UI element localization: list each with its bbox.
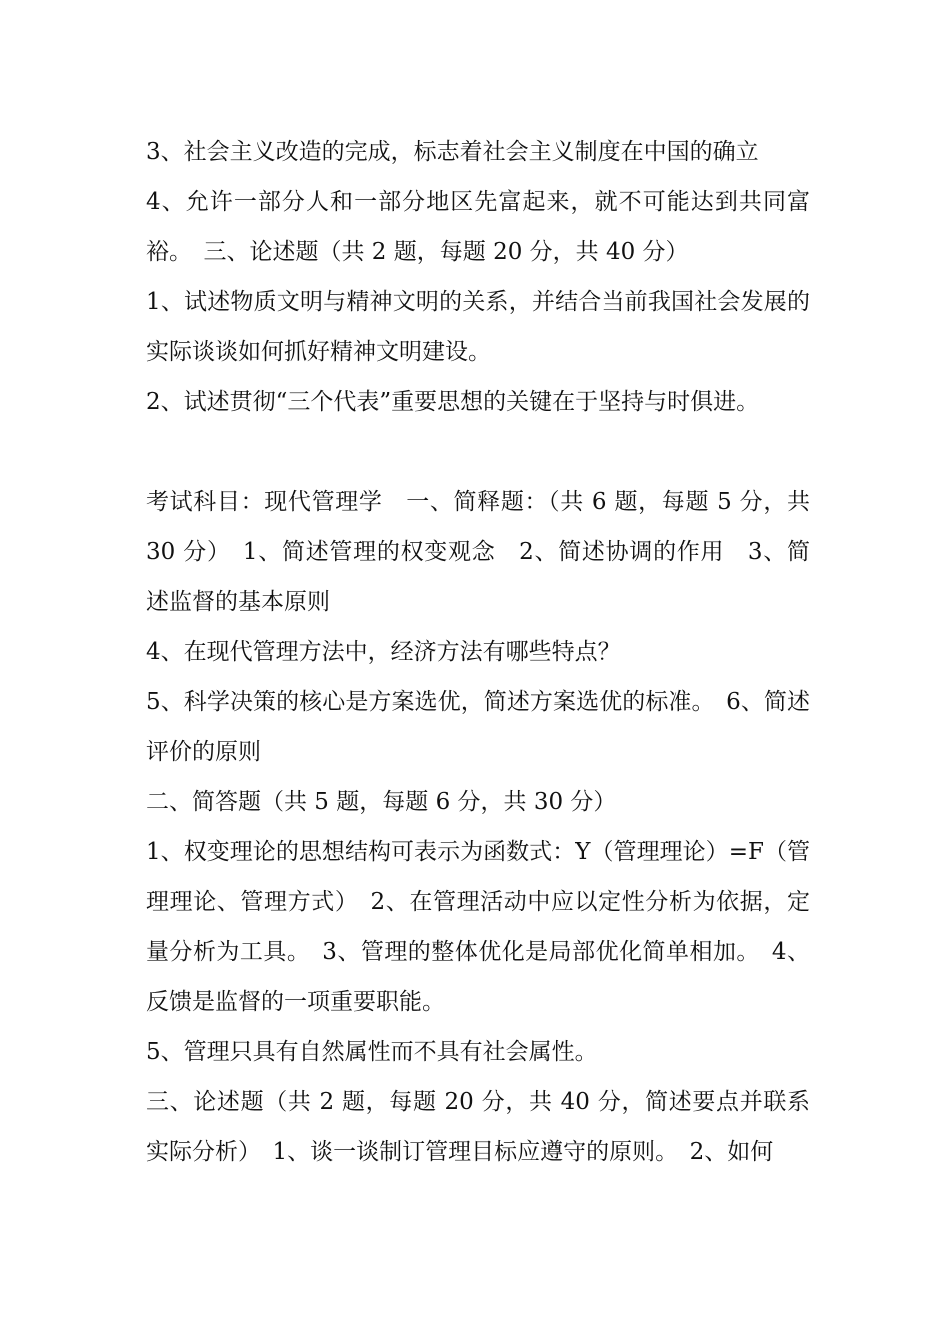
paragraph-essay-question-2: 2、试述贯彻“三个代表”重要思想的关键在于坚持与时俱进。 bbox=[146, 389, 760, 415]
paragraph-question-4: 4、在现代管理方法中，经济方法有哪些特点？ bbox=[146, 639, 621, 665]
paragraph-exam-subject: 考试科目：现代管理学 一、简释题：（共 6 题，每题 5 分，共 30 分） 1、简述管理的权变观念 2、简述协调的作用 3、简述监督的基本原则 bbox=[146, 489, 810, 615]
paragraph-short-answer-5: 5、管理只具有自然属性而不具有社会属性。 bbox=[146, 1039, 598, 1065]
paragraph-short-answer-1-4: 1、权变理论的思想结构可表示为函数式：Y（管理理论）=F（管理理论、管理方式） 2、在管理活动中应以定性分析为依据，定量分析为工具。 3、管理的整体优化是局部优化简单相加。 4、反馈是监督的一项重要职能。 bbox=[146, 839, 810, 1015]
section-spacer bbox=[146, 427, 810, 477]
section-heading-short-answer: 二、简答题（共 5 题，每题 6 分，共 30 分） bbox=[146, 789, 617, 815]
section-heading-essay: 三、论述题（共 2 题，每题 20 分，共 40 分，简述要点并联系实际分析） 1、谈一谈制订管理目标应遵守的原则。 2、如何 bbox=[146, 1089, 810, 1165]
document-body bbox=[146, 127, 810, 1177]
paragraph-question-5-6: 5、科学决策的核心是方案选优，简述方案选优的标准。 6、简述评价的原则 bbox=[146, 689, 810, 765]
paragraph-common-prosperity: 4、允许一部分人和一部分地区先富起来，就不可能达到共同富裕。 三、论述题（共 2 题，每题 20 分，共 40 分） bbox=[146, 189, 810, 265]
paragraph-socialist-transformation: 3、社会主义改造的完成，标志着社会主义制度在中国的确立 bbox=[146, 139, 759, 165]
paragraph-essay-question-1: 1、试述物质文明与精神文明的关系，并结合当前我国社会发展的实际谈谈如何抓好精神文明建设。 bbox=[146, 289, 810, 365]
